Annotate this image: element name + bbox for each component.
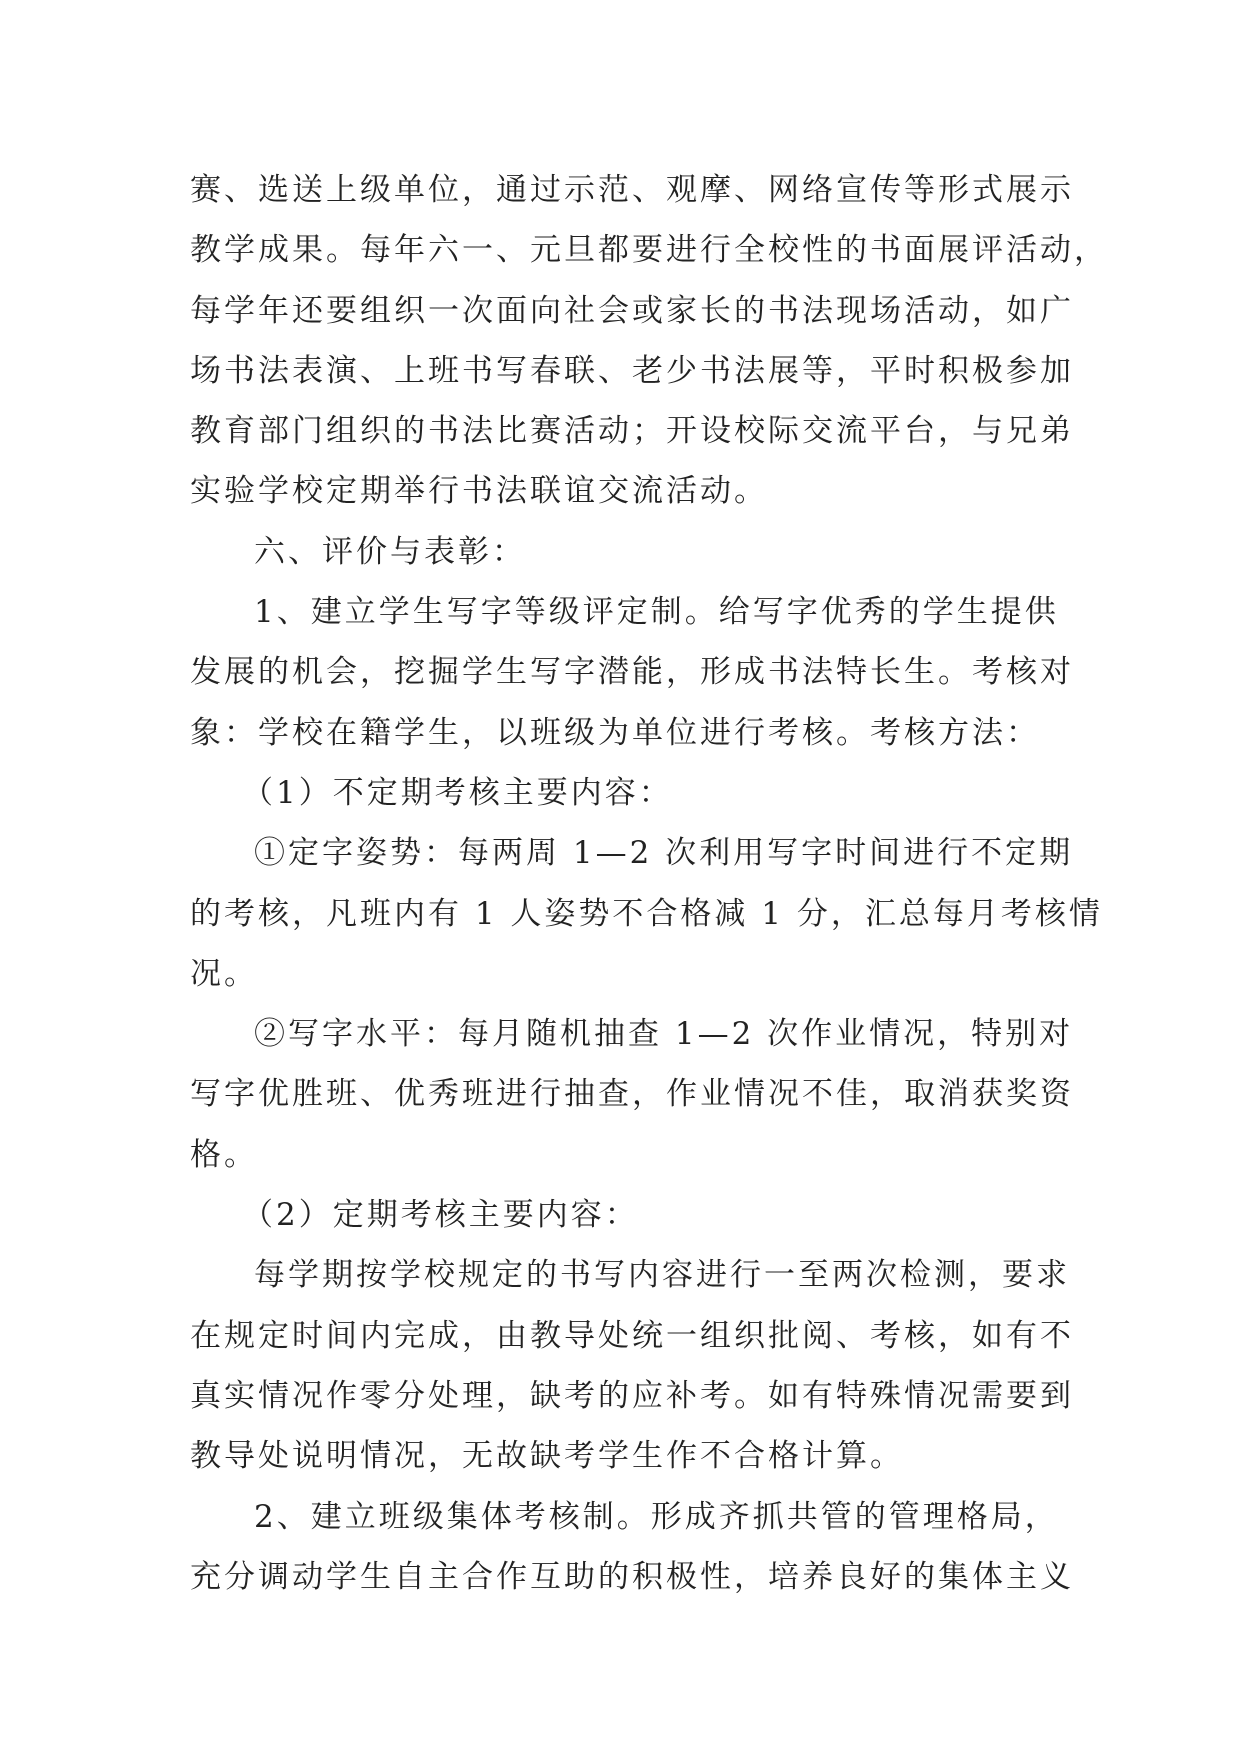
text-line: 况。 <box>190 955 258 992</box>
subsection-heading: （2）定期考核主要内容： <box>242 1197 639 1234</box>
text-line: 格。 <box>190 1136 258 1173</box>
text-line: ①定字姿势：每两周 1—2 次利用写字时间进行不定期 <box>254 835 1074 872</box>
subsection-heading: （1）不定期考核主要内容： <box>242 774 673 811</box>
text-line: 象：学校在籍学生，以班级为单位进行考核。考核方法： <box>190 714 1040 751</box>
text-line: 赛、选送上级单位，通过示范、观摩、网络宣传等形式展示 <box>190 172 1074 208</box>
text-line: 教学成果。每年六一、元旦都要进行全校性的书面展评活动， <box>190 232 1108 269</box>
text-line: 每学期按学校规定的书写内容进行一至两次检测，要求 <box>254 1257 1070 1294</box>
text-line: 充分调动学生自主合作互助的积极性，培养良好的集体主义 <box>190 1558 1074 1595</box>
text-line: 每学年还要组织一次面向社会或家长的书法现场活动，如广 <box>190 292 1074 329</box>
text-line: 场书法表演、上班书写春联、老少书法展等，平时积极参加 <box>190 352 1074 389</box>
text-line: ②写字水平：每月随机抽查 1—2 次作业情况，特别对 <box>254 1016 1074 1053</box>
text-line: 2、建立班级集体考核制。形成齐抓共管的管理格局， <box>254 1498 1059 1535</box>
text-line: 的考核，凡班内有 1 人姿势不合格减 1 分，汇总每月考核情 <box>190 895 1103 932</box>
text-line: 教导处说明情况，无故缺考学生作不合格计算。 <box>190 1438 904 1475</box>
text-line: 发展的机会，挖掘学生写字潜能，形成书法特长生。考核对 <box>190 654 1074 691</box>
section-heading: 六、评价与表彰： <box>254 533 526 570</box>
text-line: 写字优胜班、优秀班进行抽查，作业情况不佳，取消获奖资 <box>190 1076 1074 1113</box>
text-line: 实验学校定期举行书法联谊交流活动。 <box>190 473 768 510</box>
document-body <box>190 160 1108 1607</box>
text-line: 真实情况作零分处理，缺考的应补考。如有特殊情况需要到 <box>190 1377 1074 1414</box>
text-line: 教育部门组织的书法比赛活动；开设校际交流平台，与兄弟 <box>190 413 1074 450</box>
text-line: 1、建立学生写字等级评定制。给写字优秀的学生提供 <box>254 594 1059 631</box>
text-line: 在规定时间内完成，由教导处统一组织批阅、考核，如有不 <box>190 1317 1074 1354</box>
